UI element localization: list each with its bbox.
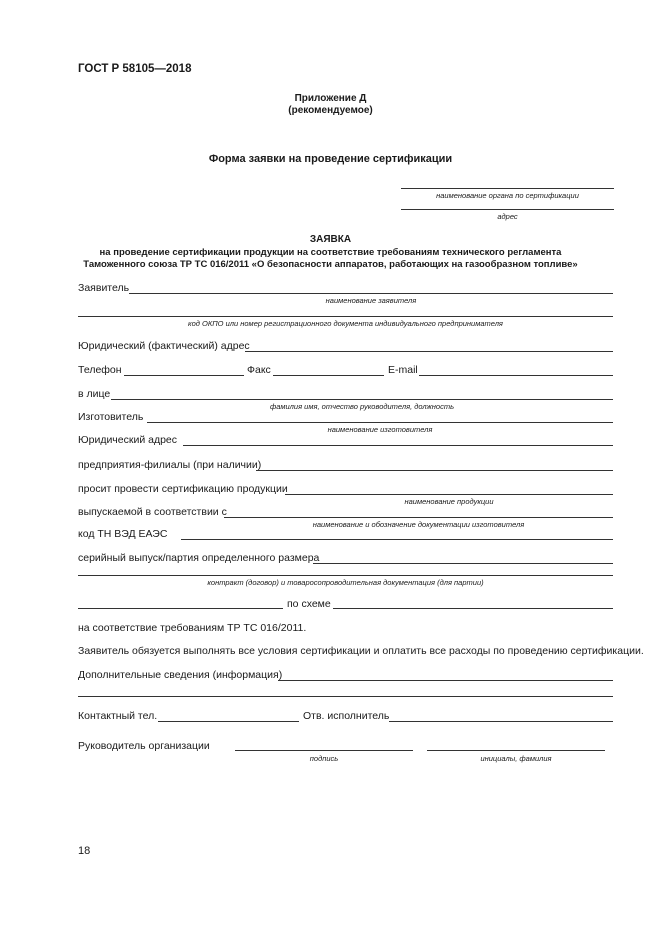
contract-line[interactable] [78,575,613,576]
branches-line[interactable] [256,470,613,471]
legal-address-label: Юридический (фактический) адрес [78,340,250,352]
name-caption: инициалы, фамилия [480,754,552,763]
fax-line[interactable] [273,375,384,376]
application-line-1: на проведение сертификации продукции на соответствие требованиям технического регламента [99,247,562,258]
branches-label: предприятия-филиалы (при наличии) [78,459,262,471]
person-line[interactable] [111,399,613,400]
form-title: Форма заявки на проведение сертификации [208,153,453,165]
certification-body-caption: наименование органа по сертификации [436,191,579,200]
additional-line[interactable] [278,680,613,681]
serial-line[interactable] [313,563,613,564]
application-line-2: Таможенного союза ТР ТС 016/2011 «О безопасности аппаратов, работающих на газообразном топливе» [83,259,578,270]
signature-line[interactable] [235,750,413,751]
appendix-subtitle: (рекомендуемое) [288,105,373,116]
email-label: E-mail [388,364,418,376]
phone-label: Телефон [78,364,122,376]
contact-phone-line[interactable] [158,721,299,722]
product-caption: наименование продукции [404,497,494,506]
manufacturer-address-line[interactable] [183,445,613,446]
manufacturer-line[interactable] [147,422,613,423]
additional-line-2[interactable] [78,696,613,697]
additional-label: Дополнительные сведения (информация) [78,669,283,681]
name-line[interactable] [427,750,605,751]
application-title: ЗАЯВКА [309,234,352,245]
compliance-text: на соответствие требованиям ТР ТС 016/2011. [78,622,307,634]
person-label: в лице [78,388,111,400]
tn-ved-label: код ТН ВЭД ЕАЭС [78,528,168,540]
fax-label: Факс [247,364,271,376]
tn-ved-line[interactable] [181,539,613,540]
manufacturer-caption: наименование изготовителя [327,425,433,434]
phone-line[interactable] [124,375,244,376]
signature-caption: подпись [309,754,339,763]
executor-line[interactable] [389,721,613,722]
contact-phone-label: Контактный тел. [78,710,158,722]
okpo-line[interactable] [78,316,613,317]
docs-line[interactable] [224,517,613,518]
scheme-line[interactable] [333,608,613,609]
applicant-caption: наименование заявителя [325,296,417,305]
product-line[interactable] [285,494,613,495]
appendix-title: Приложение Д [294,93,367,104]
head-label: Руководитель организации [78,740,210,752]
executor-label: Отв. исполнитель [303,710,390,722]
manufacturer-address-label: Юридический адрес [78,434,178,446]
address-line[interactable] [401,209,614,210]
produced-label: выпускаемой в соответствии с [78,506,227,518]
applicant-label: Заявитель [78,282,130,294]
person-caption: фамилия имя, отчество руководителя, должность [269,402,455,411]
contract-caption: контракт (договор) и товаросопроводительная документация (для партии) [207,578,484,587]
manufacturer-label: Изготовитель [78,411,144,423]
certification-body-line[interactable] [401,188,614,189]
serial-label: серийный выпуск/партия определенного размера [78,552,320,564]
request-label: просит провести сертификацию продукции [78,483,288,495]
scheme-prefix-line[interactable] [78,608,283,609]
address-caption: адрес [497,212,518,221]
okpo-caption: код ОКПО или номер регистрационного документа индивидуального предпринимателя [188,319,503,328]
email-line[interactable] [419,375,613,376]
page-number: 18 [78,845,91,857]
standard-number: ГОСТ Р 58105—2018 [78,63,192,75]
applicant-line[interactable] [129,293,613,294]
docs-caption: наименование и обозначение документации изготовителя [312,520,525,529]
obligation-text: Заявитель обязуется выполнять все условия сертификации и оплатить все расходы по проведению сертификации. [78,645,644,657]
scheme-label: по схеме [287,598,331,610]
legal-address-line[interactable] [245,351,613,352]
